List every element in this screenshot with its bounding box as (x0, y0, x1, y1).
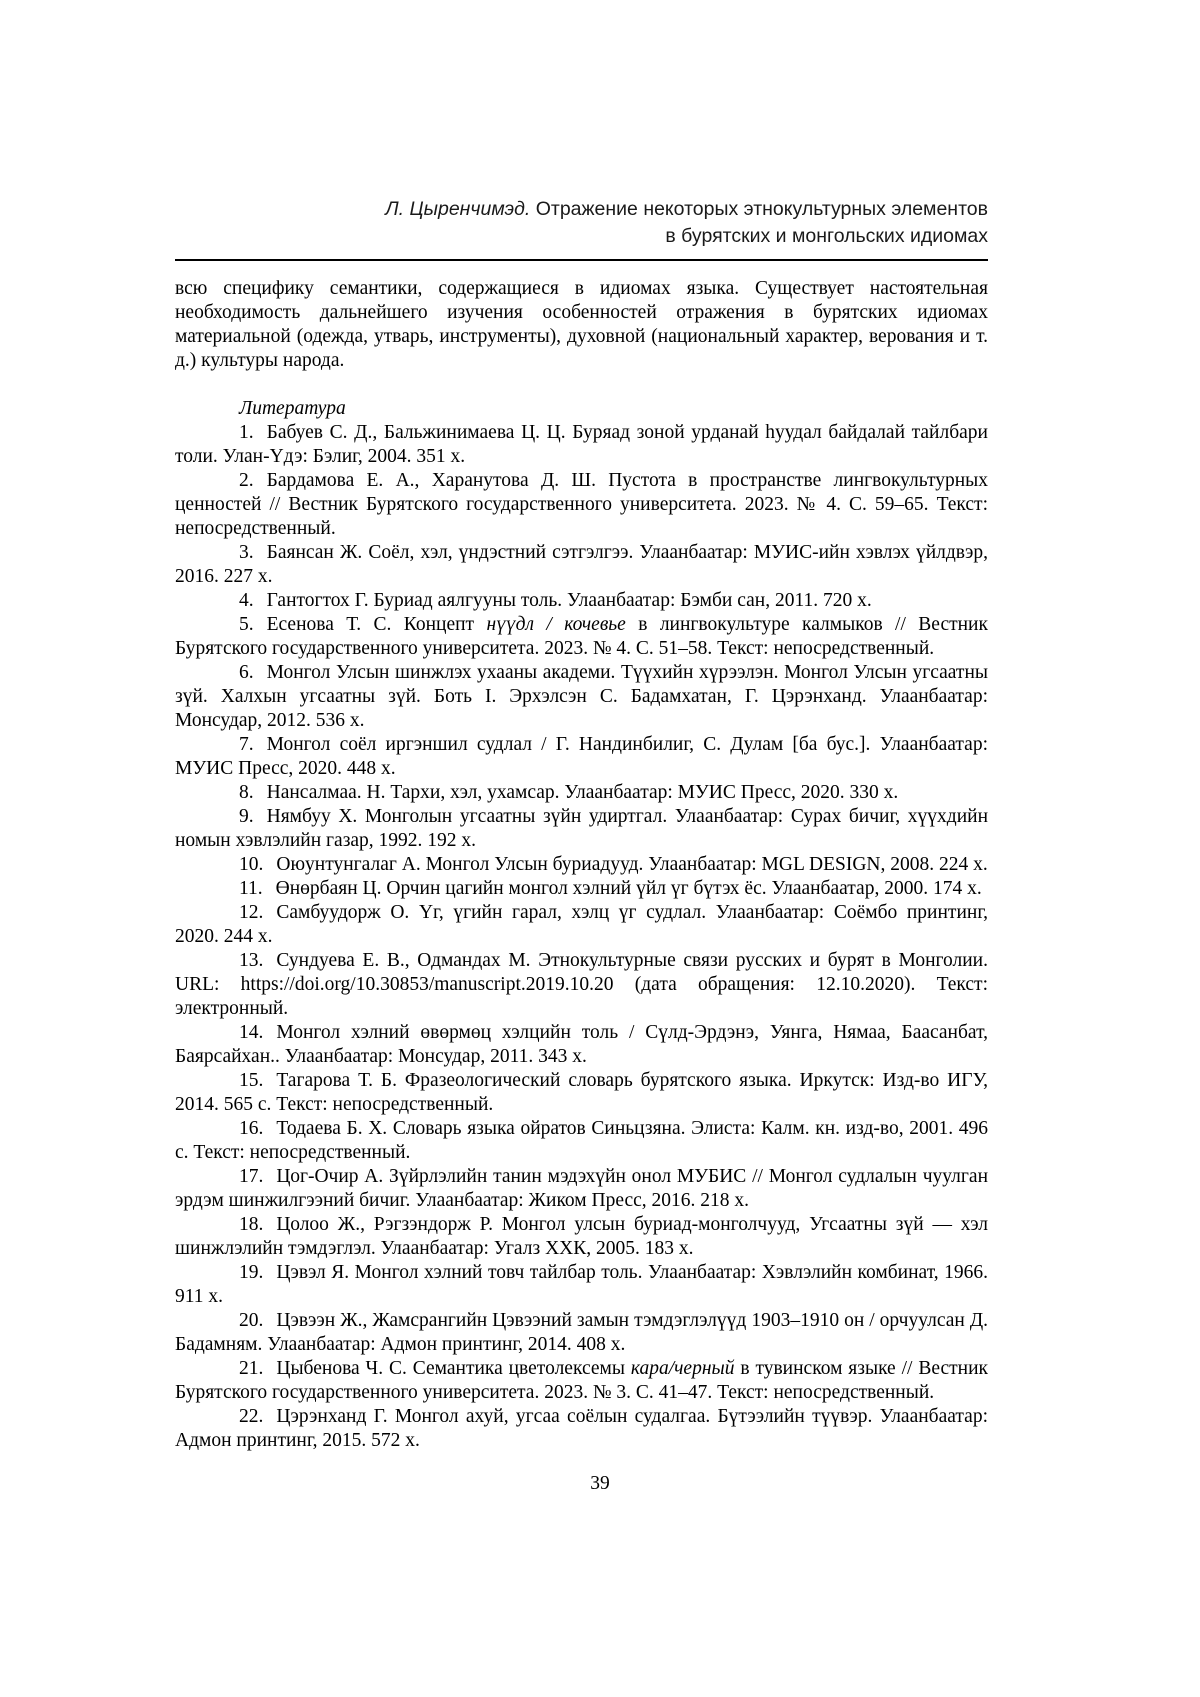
reference-item (175, 613, 988, 661)
reference-text: Цыбенова Ч. С. Семантика цветолексемы (276, 1358, 631, 1379)
reference-text: Бабуев С. Д., Бальжинимаева Ц. Ц. Буряад зоной урданай һуудал байдалай тайлбари толи. Улан-Үдэ: Бэлиг, 2004. 351 х. (175, 422, 988, 467)
reference-number: 6. (239, 662, 254, 683)
reference-number: 11. (239, 878, 263, 899)
reference-text: Оюунтунгалаг А. Монгол Улсын буриадууд. Улаанбаатар: MGL DESIGN, 2008. 224 х. (276, 854, 988, 875)
reference-item (175, 1165, 988, 1213)
references-list (0, 421, 1200, 1453)
running-header-subtitle: в бурятских и монгольских идиомах (665, 225, 988, 247)
reference-text: Монгол хэлний өвөрмөц хэлцийн толь / Сүлд-Эрдэнэ, Уянга, Нямаа, Баасанбат, Баярсайхан.. Улаанбаатар: Монсудар, 2011. 343 х. (175, 1022, 988, 1067)
section-heading: Литература (239, 398, 346, 419)
reference-item (175, 805, 988, 853)
reference-item (175, 901, 988, 949)
reference-number: 20. (239, 1310, 264, 1331)
reference-text: Есенова Т. С. Концепт (266, 614, 487, 635)
reference-item (175, 1261, 988, 1309)
reference-number: 8. (239, 782, 254, 803)
reference-item (175, 661, 988, 733)
reference-text: Цэвэл Я. Монгол хэлний товч тайлбар толь. Улаанбаатар: Хэвлэлийн комбинат, 1966. 911 х. (175, 1262, 988, 1307)
reference-text: Тагарова Т. Б. Фразеологический словарь бурятского языка. Иркутск: Изд-во ИГУ, 2014. 565 с. Текст: непосредственный. (175, 1070, 988, 1115)
reference-text: Нансалмаа. Н. Тархи, хэл, ухамсар. Улаанбаатар: МУИС Пресс, 2020. 330 х. (266, 782, 899, 803)
page-number: 39 (590, 1473, 610, 1494)
reference-item (175, 1069, 988, 1117)
header-rule (175, 259, 988, 261)
reference-text: Баянсан Ж. Соёл, хэл, үндэстний сэтгэлгээ. Улаанбаатар: МУИС-ийн хэвлэх үйлдвэр, 2016. 227 х. (175, 542, 988, 587)
reference-text: Бардамова Е. А., Харанутова Д. Ш. Пустота в пространстве лингвокультурных ценностей // Вестник Бурятского государственного университета. 2023. № 4. С. 59–65. Текст: непосредственный. (175, 470, 988, 539)
reference-item (175, 589, 988, 613)
reference-number: 7. (239, 734, 254, 755)
reference-number: 9. (239, 806, 254, 827)
running-header-title: Отражение некоторых этнокультурных элементов (530, 198, 988, 220)
reference-item (175, 853, 988, 877)
reference-item (175, 421, 988, 469)
reference-text: Цэрэнханд Г. Монгол ахуй, угсаа соёлын судалгаа. Бүтээлийн түүвэр. Улаанбаатар: Адмон принтинг, 2015. 572 х. (175, 1406, 988, 1451)
reference-item (175, 949, 988, 1021)
reference-text: Цог-Очир А. Зүйрлэлийн танин мэдэхүйн онол МУБИС // Монгол судлалын чуулган эрдэм шинжилгээний бичиг. Улаанбаатар: Жиком Пресс, 2016. 218 х. (175, 1166, 988, 1211)
reference-item (175, 1309, 988, 1357)
reference-item (175, 1117, 988, 1165)
reference-item (175, 469, 988, 541)
reference-item (175, 1357, 988, 1405)
reference-number: 16. (239, 1118, 264, 1139)
reference-item (175, 781, 988, 805)
reference-text: в тувинском языке // Вестник Бурятского государственного университета. 2023. № 3. С. 41–47. Текст: непосредственный. (175, 1358, 988, 1403)
reference-item (175, 541, 988, 589)
reference-number: 4. (239, 590, 254, 611)
reference-number: 5. (239, 614, 254, 635)
reference-number: 3. (239, 542, 254, 563)
reference-text: Тодаева Б. Х. Словарь языка ойратов Синьцзяна. Элиста: Калм. кн. изд-во, 2001. 496 с. Текст: непосредственный. (175, 1118, 988, 1163)
reference-text: Сундуева Е. В., Одмандах М. Этнокультурные связи русских и бурят в Монголии. URL: https://doi.org/10.30853/manuscript.2019.10.20 (дата обращения: 12.10.2020). Текст: электронный. (175, 950, 988, 1019)
reference-number: 12. (239, 902, 264, 923)
reference-text: в лингвокультуре калмыков // Вестник Бурятского государственного университета. 2023. № 4. С. 51–58. Текст: непосредственный. (175, 614, 988, 659)
reference-text: Самбуудорж О. Үг, үгийн гарал, хэлц үг судлал. Улаанбаатар: Соёмбо принтинг, 2020. 244 х. (175, 902, 988, 947)
running-header (175, 0, 988, 250)
reference-number: 17. (239, 1166, 264, 1187)
reference-text: нүүдл / кочевье (486, 614, 626, 635)
reference-item (175, 1213, 988, 1261)
reference-number: 10. (239, 854, 264, 875)
reference-number: 14. (239, 1022, 264, 1043)
reference-number: 13. (239, 950, 264, 971)
reference-number: 19. (239, 1262, 264, 1283)
reference-text: Гантогтох Г. Буриад аялгууны толь. Улаанбаатар: Бэмби сан, 2011. 720 х. (266, 590, 872, 611)
reference-number: 15. (239, 1070, 264, 1091)
reference-text: Цолоо Ж., Рэгзэндорж Р. Монгол улсын буриад-монголчууд, Угсаатны зүй — хэл шинжлэлийн тэмдэглэл. Улаанбаатар: Угалз ХХК, 2005. 183 х. (175, 1214, 988, 1259)
reference-text: Цэвээн Ж., Жамсрангийн Цэвээний замын тэмдэглэлүүд 1903–1910 он / орчуулсан Д. Бадамням. Улаанбаатар: Адмон принтинг, 2014. 408 х. (175, 1310, 988, 1355)
intro-paragraph: всю специфику семантики, содержащиеся в идиомах языка. Существует настоятельная необходимость дальнейшего изучения особенностей отражения в бурятских идиомах материальной (одежда, утварь, инструменты), духовной (национальный характер, верования и т. д.) культуры народа. (175, 278, 988, 371)
reference-number: 22. (239, 1406, 264, 1427)
reference-text: Өнөрбаян Ц. Орчин цагийн монгол хэлний үйл үг бүтэх ёс. Улаанбаатар, 2000. 174 х. (275, 878, 982, 899)
reference-text: Монгол Улсын шинжлэх ухааны академи. Түүхийн хүрээлэн. Монгол Улсын угсаатны зүй. Халхын угсаатны зүй. Боть I. Эрхэлсэн С. Бадамхатан, Г. Цэрэнханд. Улаанбаатар: Монсудар, 2012. 536 х. (175, 662, 988, 731)
reference-text: Нямбуу Х. Монголын угсаатны зүйн удиртгал. Улаанбаатар: Сурах бичиг, хүүхдийн номын хэвлэлийн газар, 1992. 192 х. (175, 806, 988, 851)
reference-text: кара/черный (630, 1358, 735, 1379)
reference-item (175, 1021, 988, 1069)
reference-item (175, 733, 988, 781)
running-header-author: Л. Цыренчимэд. (385, 198, 531, 220)
reference-item (175, 1405, 988, 1453)
reference-number: 1. (239, 422, 254, 443)
reference-text: Монгол соёл иргэншил судлал / Г. Нандинбилиг, С. Дулам [ба бус.]. Улаанбаатар: МУИС Пресс, 2020. 448 х. (175, 734, 988, 779)
reference-number: 2. (239, 470, 254, 491)
reference-number: 21. (239, 1358, 264, 1379)
reference-item (175, 877, 988, 901)
running-header-line1 (175, 196, 988, 223)
reference-number: 18. (239, 1214, 264, 1235)
